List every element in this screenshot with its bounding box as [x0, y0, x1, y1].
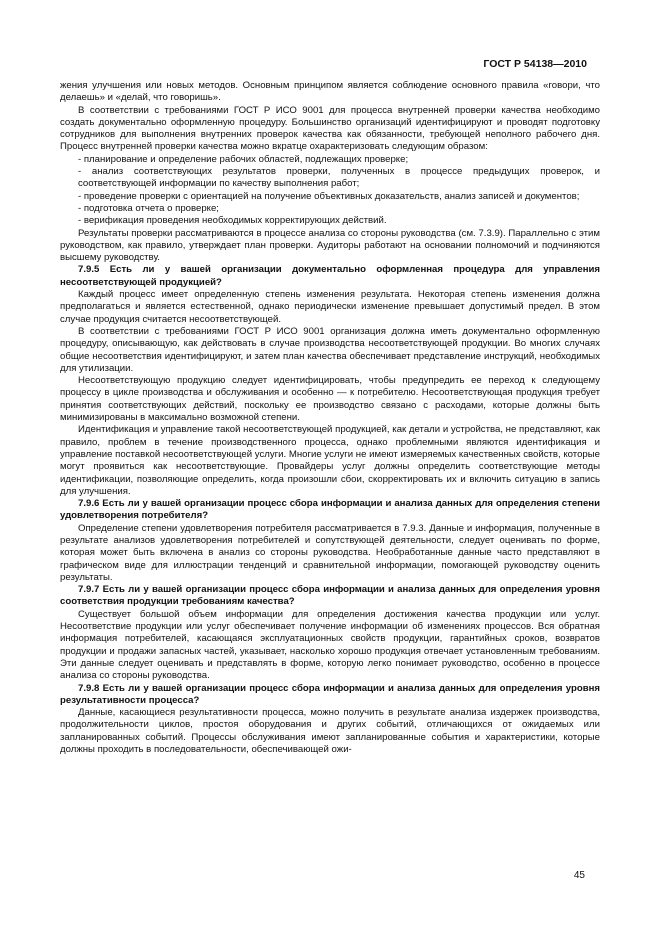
paragraph: В соответствии с требованиями ГОСТ Р ИСО 9001 организация должна иметь документально оформленную процедуру, описывающую, как действовать в случае производства несоответствующей продукции. Во многих случаях общие несоответствия идентифицируют, и затем план качества обеспечивает представление инструкций, необходимых для утилизации. — [60, 325, 600, 374]
paragraph: Каждый процесс имеет определенную степень изменения результата. Некоторая степень изменения должна предполагаться и является естественной, однако периодически изменение превышает допустимый предел. В этом случае продукция считается несоответствующей. — [60, 289, 600, 325]
list-item: - верификация проведения необходимых корректирующих действий. — [78, 215, 387, 227]
section-heading: 7.9.5 Есть ли у вашей организации документально оформленная процедура для управления несоответствующей продукцией? — [60, 264, 600, 288]
document-body — [60, 80, 600, 756]
document-header: ГОСТ Р 54138—2010 — [483, 58, 587, 70]
section-heading: 7.9.6 Есть ли у вашей организации процесс сбора информации и анализа данных для определения степени удовлетворения потребителя? — [60, 498, 600, 522]
paragraph: Результаты проверки рассматриваются в процессе анализа со стороны руководства (см. 7.3.9). Параллельно с этим руководством, как правило, утверждает план проверки. Аудиторы работают на основании полномочий и подчиняются высшему руководству. — [60, 227, 600, 264]
paragraph: Несоответствующую продукцию следует идентифицировать, чтобы предупредить ее переход к следующему процессу в цикле производства и обслуживания и особенно — к потребителю. Несоответствующая продукция требует принятия соответствующих действий, поскольку ее производство связано с расходами, которые должны быть минимизированы в максимально возможной степени. — [60, 375, 600, 424]
section-heading: 7.9.8 Есть ли у вашей организации процесс сбора информации и анализа данных для определения уровня результативности процесса? — [60, 682, 600, 706]
list-item: - планирование и определение рабочих областей, подлежащих проверке; — [78, 153, 409, 165]
list-item: - анализ соответствующих результатов проверки, полученных в процессе предыдущих проверок, и соответствующей информации по качеству выполнения работ; — [78, 166, 600, 190]
paragraph: Данные, касающиеся результативности процесса, можно получить в результате анализа издержек производства, продолжительности циклов, простоя оборудования и других событий, отличающихся от ожидаемых или запланированных событий. Процессы обслуживания имеют запланированные события и характеристики, которые должны проходить в последовательности, обеспечивающей ожи- — [60, 707, 600, 756]
list-item: - подготовка отчета о проверке; — [78, 202, 219, 214]
paragraph: В соответствии с требованиями ГОСТ Р ИСО 9001 для процесса внутренней проверки качества необходимо создать документально оформленную процедуру. Большинство организаций идентифицируют и проводят подготовку сотрудников для выполнения внутренних проверок качества как обязанности, требующей неполного рабочего дня. Процесс внутренней проверки качества можно вкратце охарактеризовать следующим образом: — [60, 104, 600, 153]
section-heading: 7.9.7 Есть ли у вашей организации процесс сбора информации и анализа данных для определения уровня соответствия продукции требованиям качества? — [60, 584, 600, 608]
paragraph: жения улучшения или новых методов. Основным принципом является соблюдение основного правила «говори, что делаешь» и «делай, что говоришь». — [60, 80, 600, 104]
page-number: 45 — [573, 870, 585, 881]
paragraph: Определение степени удовлетворения потребителя рассматривается в 7.9.3. Данные и информация, полученные в результате анализов удовлетворения потребителей и сопутствующей деятельности, следует оценивать по форме, которая может быть включена в анализ со стороны руководства. Необработанные данные часто представляют в графическом виде для иллюстрации тенденций и сравнительной информации, помогающей руководству оценить результаты. — [60, 522, 600, 583]
list-item: - проведение проверки с ориентацией на получение объективных доказательств, анализ записей и документов; — [78, 190, 580, 202]
paragraph: Существует большой объем информации для определения достижения качества продукции или услуг. Несоответствие продукции или услуг обеспечивает получение информации об изменениях процессов. Вся обратная информация потребителей, касающаяся эксплуатационных свойств продукции, гарантийных сроков, возвратов продукции и продажи запасных частей, указывает, насколько хорошо продукция отвечает установленным требованиям. Эти данные следует оценивать и представлять в форме, которую легко понимает руководство, особенно в процессе анализа со стороны руководства. — [60, 608, 600, 682]
paragraph: Идентификация и управление такой несоответствующей продукцией, как детали и устройства, не представляют, как правило, проблем в течение производственного процесса, однако проблемными являются идентификация и управление поставкой несоответствующей услуги. Многие услуги не имеют измеряемых качественных свойств, которые могут проявиться как несоответствующие. Провайдеры услуг должны определить соответствующие методы идентификации, позволяющие определить, когда произошли сбои, скорректировать их и включить ситуацию в запись для улучшения. — [60, 424, 600, 497]
